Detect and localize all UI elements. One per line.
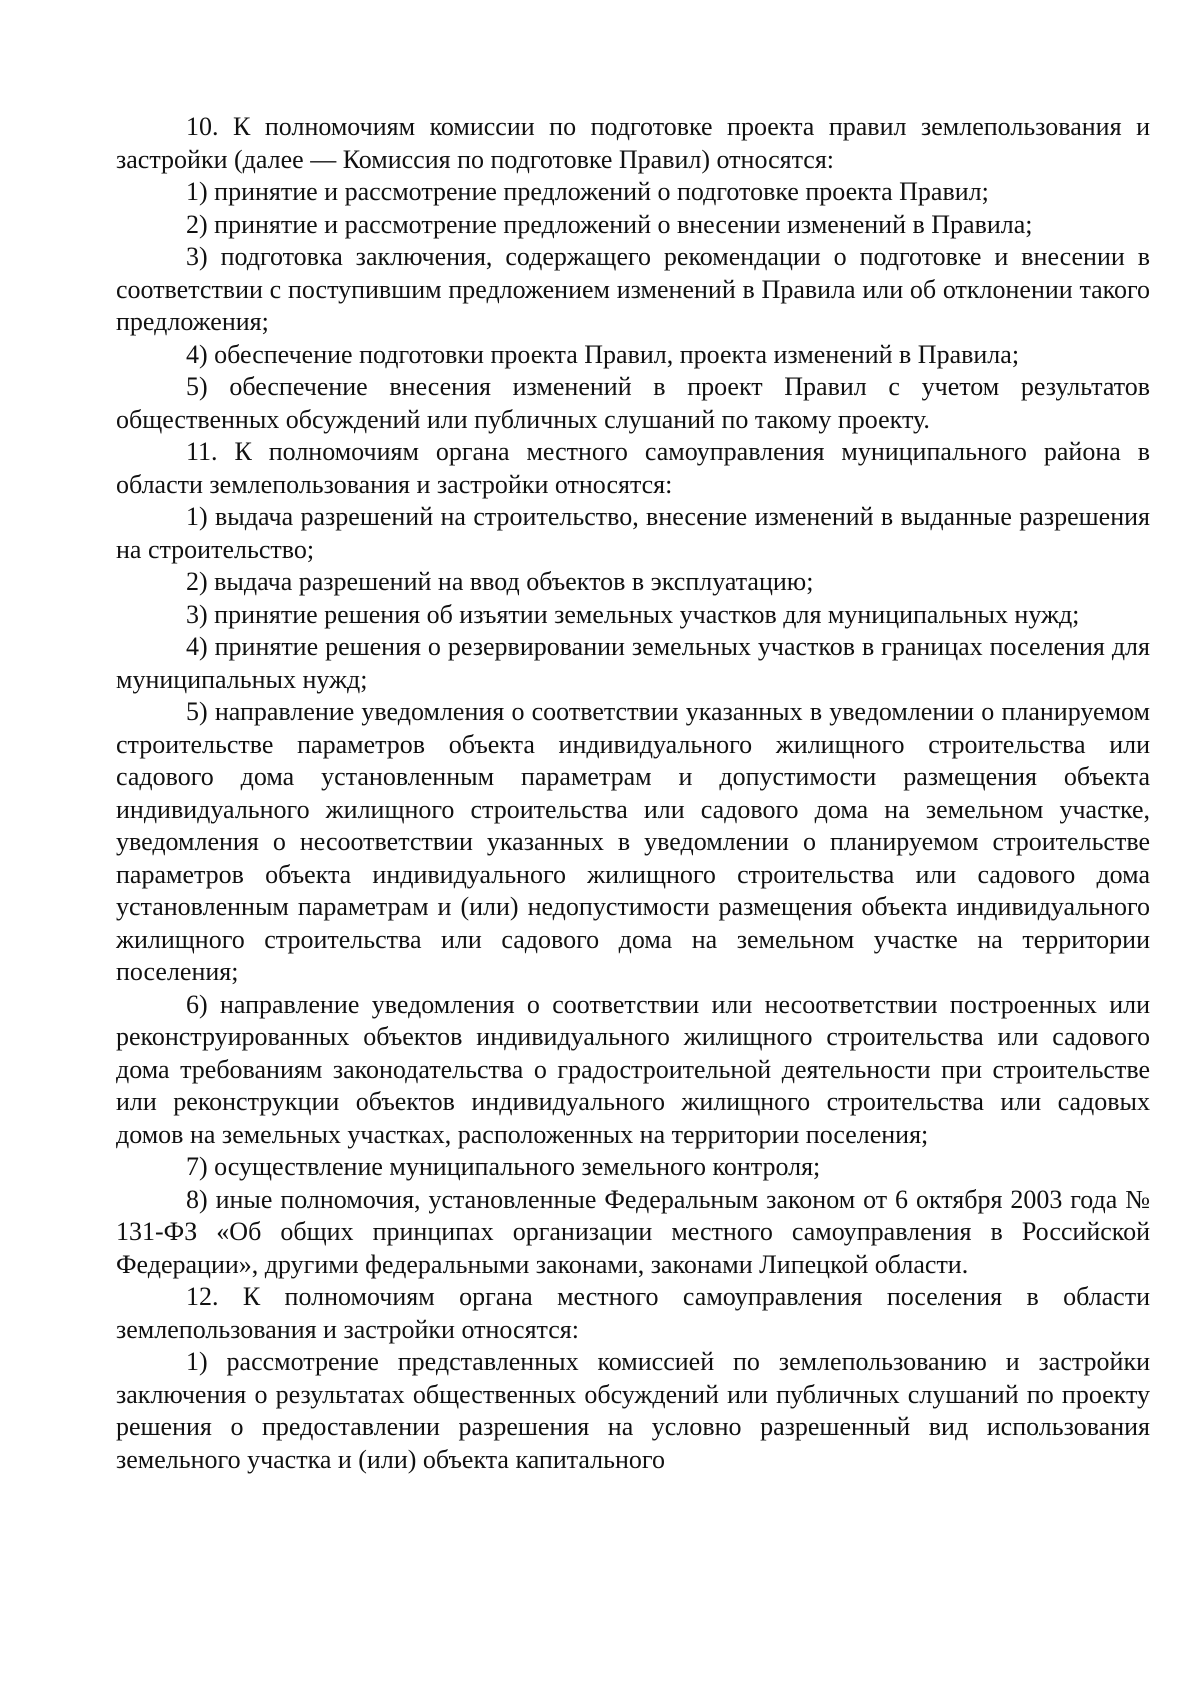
section-11-item-3: 3) принятие решения об изъятии земельных участков для муниципальных нужд;: [186, 599, 1080, 629]
section-11-item-8: 8) иные полномочия, установленные Федеральным законом от 6 октября 2003 года № 131-ФЗ «Об общих принципах организации местного самоуправления в Российской Федерации», другими федеральными законами, законами Липецкой области.: [116, 1184, 1150, 1279]
section-11-item-6: 6) направление уведомления о соответствии или несоответствии построенных или реконструированных объектов индивидуального жилищного строительства или садового дома требованиям законодательства о градостроительной деятельности при строительстве или реконструкции объектов индивидуального жилищного строительства или садовых домов на земельных участках, расположенных на территории поселения;: [116, 989, 1150, 1149]
section-11-item-1: 1) выдача разрешений на строительство, внесение изменений в выданные разрешения на строительство;: [116, 502, 1150, 564]
section-11-item-4: 4) принятие решения о резервировании земельных участков в границах поселения для муниципальных нужд;: [116, 632, 1150, 694]
section-10-item-2: 2) принятие и рассмотрение предложений о внесении изменений в Правила;: [186, 209, 1033, 239]
section-10-item-3: 3) подготовка заключения, содержащего рекомендации о подготовке и внесении в соответствии с поступившим предложением изменений в Правила или об отклонении такого предложения;: [116, 242, 1150, 336]
section-11-item-7: 7) осуществление муниципального земельного контроля;: [186, 1152, 821, 1181]
section-10-item-1: 1) принятие и рассмотрение предложений о подготовке проекта Правил;: [186, 177, 989, 206]
section-10-heading: 10. К полномочиям комиссии по подготовке проекта правил землепользования и застройки (далее — Комиссия по подготовке Правил) относятся:: [116, 112, 1150, 174]
section-10-item-5: 5) обеспечение внесения изменений в проект Правил с учетом результатов общественных обсуждений или публичных слушаний по такому проекту.: [116, 372, 1150, 434]
document-page: [116, 111, 1150, 1476]
section-11-heading: 11. К полномочиям органа местного самоуправления муниципального района в области землепользования и застройки относятся:: [116, 437, 1150, 499]
section-12-item-1: 1) рассмотрение представленных комиссией по землепользованию и застройки заключения о результатах общественных обсуждений или публичных слушаний по проекту решения о предоставлении разрешения на условно разрешенный вид использования земельного участка и (или) объекта капитального: [116, 1347, 1150, 1474]
section-12-heading: 12. К полномочиям органа местного самоуправления поселения в области землепользования и застройки относятся:: [116, 1282, 1150, 1344]
section-11-item-5: 5) направление уведомления о соответствии указанных в уведомлении о планируемом строительстве параметров объекта индивидуального жилищного строительства или садового дома установленным параметрам и допустимости размещения объекта индивидуального жилищного строительства или садового дома на земельном участке, уведомления о несоответствии указанных в уведомлении о планируемом строительстве параметров объекта индивидуального жилищного строительства или садового дома установленным параметрам и (или) недопустимости размещения объекта индивидуального жилищного строительства или садового дома на земельном участке на территории поселения;: [116, 697, 1150, 986]
section-11-item-2: 2) выдача разрешений на ввод объектов в эксплуатацию;: [186, 567, 814, 596]
section-10-item-4: 4) обеспечение подготовки проекта Правил, проекта изменений в Правила;: [186, 339, 1020, 369]
